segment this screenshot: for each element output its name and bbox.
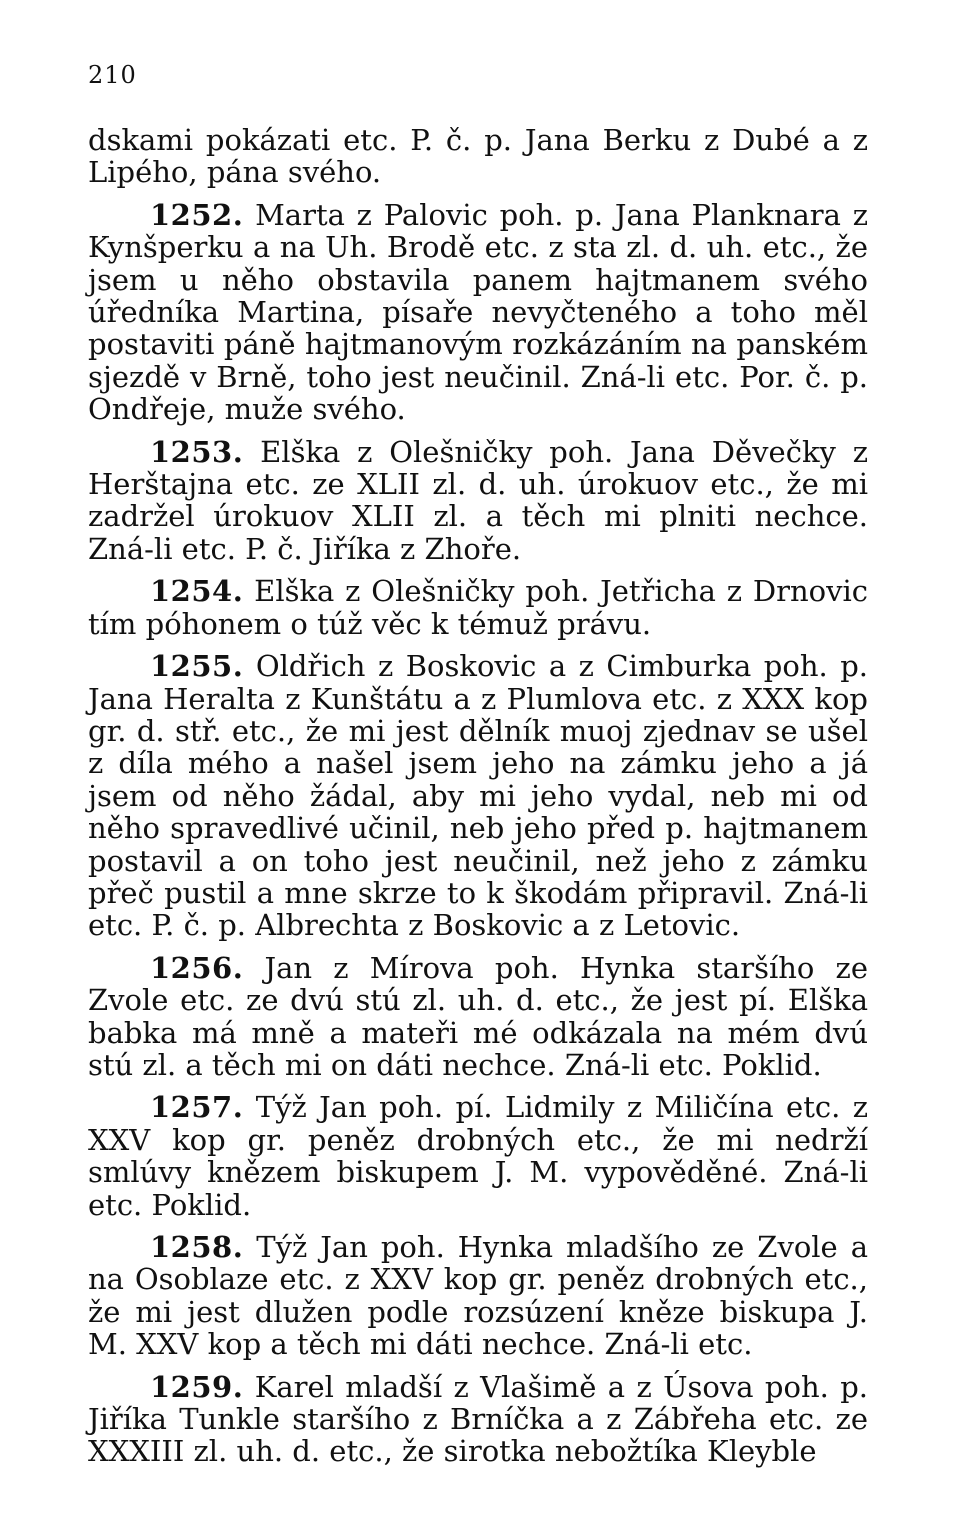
- text-body: [88, 124, 868, 1468]
- entry-text: Oldřich z Boskovic a z Cimburka poh. p. Jana Heralta z Kunštátu a z Plumlova etc. z XXX kop gr. d. stř. etc., že mi jest dělník muoj zjednav se ušel z díla mého a našel jsem jeho na zámku jeho a já jsem od něho žádal, aby mi jeho vydal, neb mi od něho spravedlivé učinil, neb jeho před p. hajtmanem postavil a on toho jest neučinil, než jeho z zámku přeč pustil a mne skrze to k škodám připravil. Zná-li etc. P. č. p. Albrechta z Boskovic a z Letovic.: [88, 649, 869, 943]
- entry-number: 1258.: [150, 1230, 244, 1264]
- entry-number: 1253.: [150, 434, 244, 469]
- entry-1259: [88, 1371, 868, 1468]
- entry-text: Týž Jan poh. Hynka mladšího ze Zvole a na Osoblaze etc. z XXV kop gr. peněz drobných etc., že mi jest dlužen podle rozsúzení kněze biskupa J. M. XXV kop a těch mi dáti nechce. Zná-li etc.: [88, 1230, 868, 1362]
- entry-1256: [88, 952, 868, 1082]
- paragraph-continuation: [88, 124, 868, 189]
- entry-text: Karel mladší z Vlašimě a z Úsova poh. p. Jiříka Tunkle staršího z Brníčka a z Zábřeha etc. ze XXXIII zl. uh. d. etc., že sirotka nebožtíka Kleyble: [88, 1369, 868, 1469]
- entry-text: Jan z Mírova poh. Hynka staršího ze Zvole etc. ze dvú stú zl. uh. d. etc., že jest pí. Elška babka má mně a mateři mé odkázala na mém dvú stú zl. a těch mi on dáti nechce. Zná-li etc. Poklid.: [88, 950, 868, 1082]
- entry-number: 1254.: [150, 574, 244, 609]
- entry-number: 1255.: [150, 649, 244, 684]
- entry-text: Marta z Palovic poh. p. Jana Planknara z Kynšperku a na Uh. Brodě etc. z sta zl. d. uh. etc., že jsem u něho obstavila panem hajtmanem svého úředníka Martina, písaře nevyčteného a toho měl postaviti páně hajtmanovým rozkázáním na panském sjezdě v Brně, toho jest neučinil. Zná-li etc. Por. č. p. Ondřeje, muže svého.: [88, 197, 869, 427]
- entry-number: 1256.: [150, 950, 244, 985]
- entry-number: 1257.: [150, 1090, 244, 1125]
- paragraph-text: dskami pokázati etc. P. č. p. Jana Berku z Dubé a z Lipého, pána svého.: [88, 123, 868, 190]
- entry-text: Týž Jan poh. pí. Lidmily z Miličína etc. z XXV kop gr. peněz drobných etc., že mi nedrží smlúvy knězem biskupem J. M. vypověděné. Zná-li etc. Poklid.: [88, 1090, 869, 1222]
- entry-number: 1259.: [150, 1369, 244, 1404]
- entry-1258: [88, 1231, 868, 1361]
- entry-1255: [88, 650, 868, 942]
- entry-1257: [88, 1091, 868, 1221]
- entry-1252: [88, 199, 868, 426]
- entry-text: Elška z Olešničky poh. Jetřicha z Drnovic tím póhonem o túž věc k témuž právu.: [88, 574, 868, 641]
- entry-number: 1252.: [150, 197, 244, 232]
- entry-1254: [88, 575, 868, 640]
- entry-1253: [88, 436, 868, 566]
- entry-text: Elška z Olešničky poh. Jana Děvečky z Herštajna etc. ze XLII zl. d. uh. úrokuov etc., že mi zadržel úrokuov XLII zl. a těch mi plniti nechce. Zná-li etc. P. č. Jiříka z Zhoře.: [88, 434, 869, 566]
- page-number: 210: [88, 61, 137, 89]
